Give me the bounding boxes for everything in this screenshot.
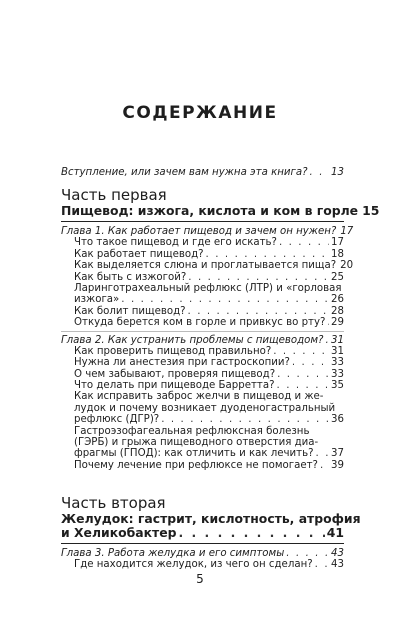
divider <box>61 331 344 332</box>
entry-page: 28 <box>331 305 344 317</box>
entry-page: 41 <box>326 525 344 540</box>
toc-entry[interactable] <box>61 559 344 570</box>
entry-title: Что такое пищевод и где его искать? <box>74 237 277 249</box>
toc-entry[interactable] <box>61 260 354 272</box>
divider <box>61 221 344 222</box>
entry-title-line: лудок и почему возникает дуоденогастральный <box>74 402 336 414</box>
toc-entry[interactable] <box>61 460 344 471</box>
entry-page: 31 <box>331 345 344 357</box>
toc-entry[interactable] <box>61 346 344 357</box>
entry-title-line: Гастроэзофагеальная рефлюксная болезнь <box>74 425 310 437</box>
entry-page: 43 <box>331 559 344 571</box>
entry-page: 39 <box>331 459 344 471</box>
leader-dots <box>188 272 329 283</box>
entry-page: 29 <box>331 317 344 329</box>
toc-entry[interactable] <box>61 306 344 317</box>
entry-title: Что делать при пищеводе Барретта? <box>74 380 275 392</box>
entry-title: фрагмы (ГПОД): как отличить и как лечить? <box>74 448 314 460</box>
entry-page: 17 <box>340 225 354 237</box>
toc-entry[interactable] <box>61 357 344 368</box>
entry-title-line: (ГЭРБ) и грыжа пищеводного отверстия диа- <box>74 437 319 449</box>
leader-dots <box>292 357 329 368</box>
entry-title: Нужна ли анестезия при гастроскопии? <box>74 357 290 369</box>
toc-entry[interactable] <box>61 167 344 178</box>
entry-page: 33 <box>331 368 344 380</box>
toc-part-1 <box>61 186 380 471</box>
chapter-3-entry[interactable] <box>61 548 344 559</box>
entry-page: 18 <box>331 248 344 260</box>
entry-title: Вступление, или зачем вам нужна эта книга? <box>61 166 308 178</box>
toc-entry[interactable] <box>61 380 344 391</box>
part-label: Часть первая <box>61 186 167 204</box>
entry-title: Как проверить пищевод правильно? <box>74 345 272 357</box>
page-title: СОДЕРЖАНИЕ <box>122 103 278 123</box>
entry-title: О чем забывают, проверяя пищевод? <box>74 368 276 380</box>
toc-part-2 <box>61 494 361 571</box>
chapter-1-entry[interactable] <box>61 225 354 237</box>
entry-title: Глава 2. Как устранить проблемы с пищеводом? <box>61 334 324 346</box>
entry-page: 25 <box>331 271 344 283</box>
entry-title: Почему лечение при рефлюксе не помогает? <box>74 459 318 471</box>
leader-dots <box>277 369 329 380</box>
entry-page: 35 <box>331 380 344 392</box>
entry-title: Глава 1. Как работает пищевод и зачем он нужен? <box>61 225 337 237</box>
entry-page: 31 <box>331 334 344 346</box>
leader-dots <box>121 294 329 305</box>
toc-entry[interactable] <box>61 317 344 328</box>
toc-entry[interactable] <box>61 369 344 380</box>
entry-title: изжога» <box>74 294 120 306</box>
leader-dots <box>310 167 330 178</box>
part-title: Пищевод: изжога, кислота и ком в горле <box>61 203 359 218</box>
part-title: и Хеликобактер <box>61 525 177 540</box>
entry-title: Как быть с изжогой? <box>74 271 187 283</box>
toc-entry[interactable] <box>61 237 344 248</box>
entry-title-line: Как исправить заброс желчи в пищевод и же- <box>74 391 324 403</box>
leader-dots <box>327 317 329 328</box>
entry-page: 13 <box>331 166 344 178</box>
toc-entry[interactable] <box>61 249 344 260</box>
leader-dots <box>279 237 329 248</box>
entry-page: 26 <box>331 294 344 306</box>
leader-dots <box>273 346 329 357</box>
part-title-entry[interactable] <box>61 203 380 218</box>
entry-title: Как выделяется слюна и проглатывается пища? <box>74 260 337 272</box>
leader-dots <box>206 249 329 260</box>
entry-title: Как работает пищевод? <box>74 248 204 260</box>
toc-entry[interactable] <box>61 272 344 283</box>
toc-intro <box>61 167 344 178</box>
entry-title: рефлюкс (ДГР)? <box>74 414 160 426</box>
toc-entry[interactable] <box>61 414 344 425</box>
leader-dots <box>316 448 330 459</box>
entry-page: 15 <box>362 203 380 218</box>
page-number: 5 <box>196 572 204 586</box>
entry-title-line: Ларинготрахеальный рефлюкс (ЛТР) и «горловая <box>74 282 342 294</box>
part-title: Желудок: гастрит, кислотность, атрофия <box>61 511 361 526</box>
leader-dots <box>320 460 329 471</box>
leader-dots <box>179 526 325 540</box>
toc-entry[interactable] <box>61 294 344 305</box>
entry-page: 17 <box>331 237 344 249</box>
entry-page: 20 <box>340 260 354 272</box>
toc-entry[interactable] <box>61 449 344 460</box>
entry-title: Глава 3. Работа желудка и его симптомы <box>61 547 285 559</box>
leader-dots <box>286 548 329 559</box>
entry-page: 43 <box>331 547 344 559</box>
part-title-entry[interactable] <box>61 526 344 540</box>
entry-page: 33 <box>331 357 344 369</box>
leader-dots <box>325 335 329 346</box>
entry-title: Как болит пищевод? <box>74 305 186 317</box>
leader-dots <box>188 306 330 317</box>
chapter-2-entry[interactable] <box>61 335 344 346</box>
entry-title: Откуда берется ком в горле и привкус во рту? <box>74 317 326 329</box>
leader-dots <box>315 559 329 570</box>
part-label: Часть вторая <box>61 494 166 512</box>
divider <box>61 543 344 544</box>
leader-dots <box>161 414 329 425</box>
entry-title: Где находится желудок, из чего он сделан? <box>74 559 313 571</box>
entry-page: 37 <box>331 448 344 460</box>
leader-dots <box>277 380 330 391</box>
entry-page: 36 <box>331 414 344 426</box>
